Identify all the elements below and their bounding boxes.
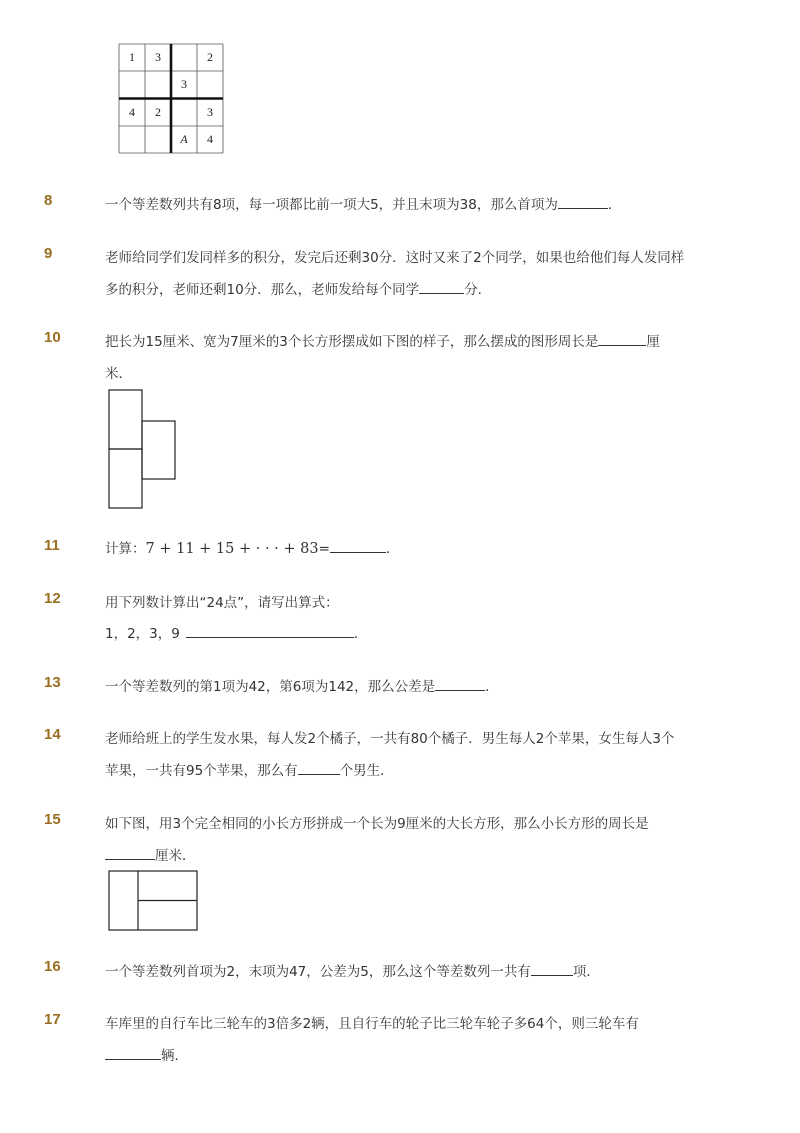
question-15-line1: 如下图，用3个完全相同的小长方形拼成一个长为9厘米的大长方形，那么小长方形的周长是 — [105, 816, 649, 832]
question-12-numbers: 1，2，3，9 — [105, 626, 180, 642]
question-10-unit: 厘 — [646, 334, 660, 350]
question-14-answer-blank[interactable] — [298, 762, 340, 775]
figure10-rect-bottom — [109, 449, 142, 508]
question-15-unit: 厘米． — [155, 848, 196, 864]
question-16-answer-blank[interactable] — [531, 963, 573, 976]
question-12-end: ． — [353, 626, 368, 642]
question-16-end: 项． — [572, 964, 600, 980]
question-11-prefix: 计算： — [105, 541, 146, 557]
question-9-end: 分． — [464, 282, 492, 298]
question-8-answer-blank[interactable] — [558, 196, 608, 209]
sudoku-cell: 3 — [181, 77, 187, 91]
figure10-rect-top — [109, 390, 142, 449]
question-number-12: 12 — [44, 590, 61, 607]
question-17-line1: 车库里的自行车比三轮车的3倍多2辆，且自行车的轮子比三轮车轮子多64个，则三轮车有 — [105, 1016, 639, 1032]
question-17-line2 — [105, 1044, 188, 1064]
question-number-10: 10 — [44, 329, 61, 346]
sudoku-cell: 4 — [207, 132, 213, 146]
sudoku-cell: 4 — [129, 105, 135, 119]
figure10-rect-side — [142, 421, 175, 479]
question-14-line1: 老师给班上的学生发水果，每人发2个橘子，一共有80个橘子．男生每人2个苹果，女生每人3个 — [105, 731, 675, 747]
sudoku-cell: 2 — [155, 105, 161, 119]
question-9-line2 — [105, 278, 491, 298]
question-10-line1 — [105, 330, 660, 350]
question-number-15: 15 — [44, 811, 61, 828]
sudoku-grid — [119, 44, 223, 153]
question-12-line2 — [105, 622, 367, 642]
question-11-equals: = — [318, 541, 330, 557]
question-16-line1: 一个等差数列首项为2，末项为47，公差为5，那么这个等差数列一共有 — [105, 964, 531, 980]
question-11-expression: 7 + 11 + 15 + · · · + 83 — [145, 541, 319, 557]
question-15-rectangles-figure — [108, 870, 198, 932]
question-10-answer-blank[interactable] — [598, 333, 646, 346]
question-number-11: 11 — [44, 537, 60, 554]
question-14-line2-text: 苹果，一共有95个苹果，那么有 — [105, 763, 298, 779]
question-14-line2 — [105, 759, 394, 779]
sudoku-cell: 1 — [129, 50, 135, 64]
question-9-line1: 老师给同学们发同样多的积分，发完后还剩30分．这时又来了2个同学，如果也给他们每人发同样 — [105, 250, 685, 266]
question-11-answer-blank[interactable] — [330, 540, 386, 553]
question-13-line1: 一个等差数列的第1项为42，第6项为142，那么公差是 — [105, 679, 436, 695]
question-10-line2: 米． — [105, 366, 132, 382]
question-16-text — [105, 960, 600, 980]
question-8-line1: 一个等差数列共有8项，每一项都比前一项大5，并且末项为38，那么首项为 — [105, 197, 558, 213]
question-17-answer-blank[interactable] — [105, 1047, 161, 1060]
question-number-9: 9 — [44, 245, 53, 262]
question-14-end: 个男生． — [339, 763, 394, 779]
question-number-16: 16 — [44, 958, 61, 975]
question-10-rectangles-figure — [108, 389, 178, 511]
question-10-line1-text: 把长为15厘米、宽为7厘米的3个长方形摆成如下图的样子，那么摆成的图形周长是 — [105, 334, 599, 350]
question-13-text — [105, 675, 499, 695]
sudoku-cell: 3 — [155, 50, 161, 64]
sudoku-cell: 3 — [207, 105, 213, 119]
question-8-text — [105, 193, 621, 213]
question-11-end: ． — [385, 541, 400, 557]
question-number-8: 8 — [44, 192, 53, 209]
question-8-end: ． — [607, 197, 622, 213]
question-17-unit: 辆． — [161, 1048, 188, 1064]
question-12-line1: 用下列数计算出“24点”，请写出算式： — [105, 595, 339, 611]
question-number-14: 14 — [44, 726, 61, 743]
question-13-answer-blank[interactable] — [435, 678, 485, 691]
question-number-17: 17 — [44, 1011, 61, 1028]
sudoku-cell: 2 — [207, 50, 213, 64]
question-15-line2 — [105, 844, 196, 864]
question-9-answer-blank[interactable] — [419, 281, 464, 294]
sudoku-cell: A — [180, 132, 188, 146]
question-11-text — [105, 537, 399, 557]
question-12-answer-blank[interactable] — [186, 625, 354, 638]
question-9-line2-text: 多的积分，老师还剩10分．那么，老师发给每个同学 — [105, 282, 420, 298]
question-15-answer-blank[interactable] — [105, 847, 155, 860]
question-13-end: ． — [485, 679, 499, 695]
question-number-13: 13 — [44, 674, 61, 691]
